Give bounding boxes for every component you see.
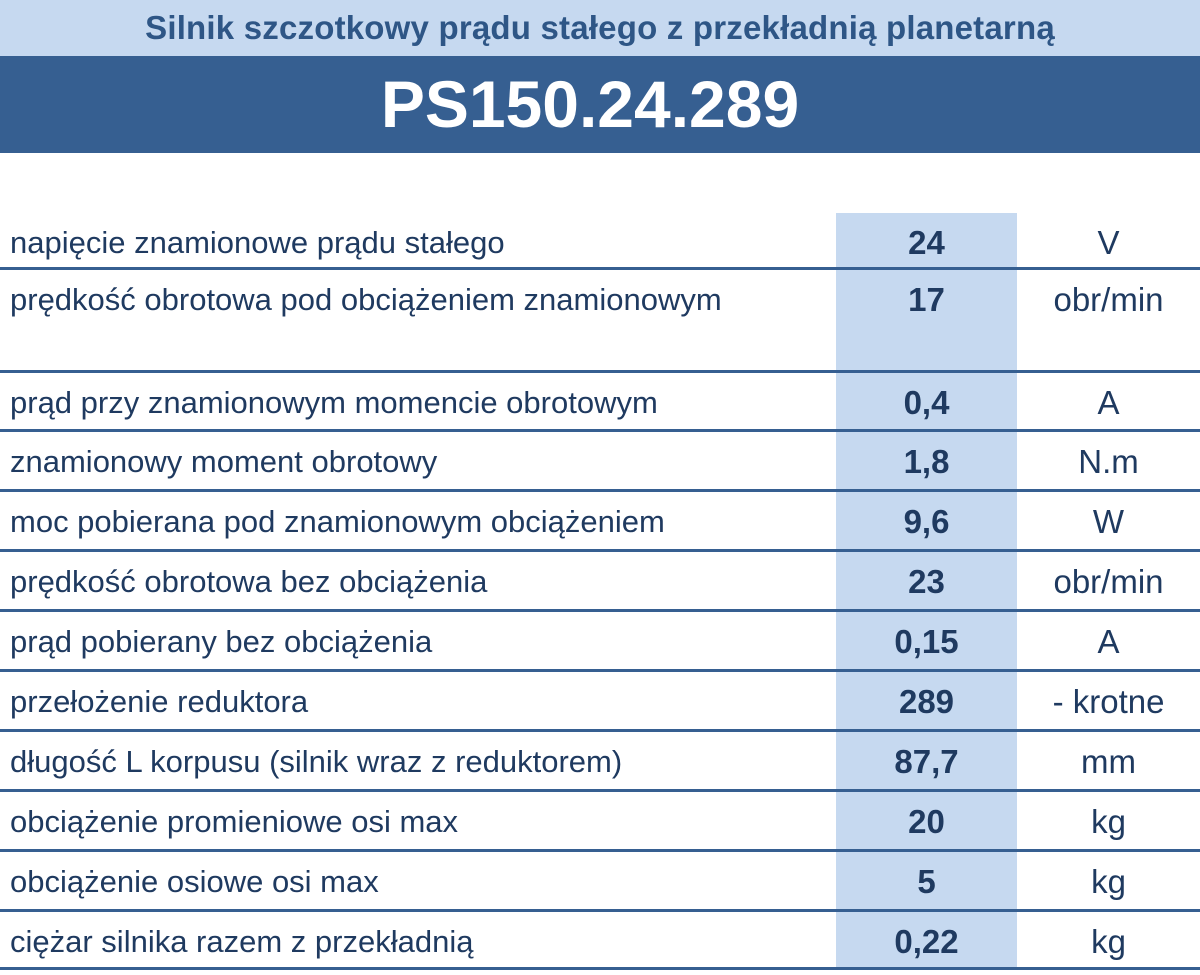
spec-value: 9,6 xyxy=(903,503,950,540)
spec-unit: V xyxy=(1097,224,1120,261)
table-row xyxy=(0,432,1200,492)
spec-unit: mm xyxy=(1081,743,1136,780)
product-subtitle: Silnik szczotkowy prądu stałego z przekładnią planetarną xyxy=(0,0,1200,56)
table-row xyxy=(0,492,1200,552)
spec-label: prąd pobierany bez obciążenia xyxy=(10,624,433,659)
spec-value: 20 xyxy=(908,803,945,840)
table-row xyxy=(0,672,1200,732)
spec-label: obciążenie osiowe osi max xyxy=(10,864,379,899)
spec-unit: obr/min xyxy=(1053,563,1164,600)
table-row xyxy=(0,612,1200,672)
spec-unit: W xyxy=(1092,503,1125,540)
table-row xyxy=(0,852,1200,912)
spec-label: prędkość obrotowa pod obciążeniem znamionowym xyxy=(10,282,722,317)
spec-value: 1,8 xyxy=(903,443,950,480)
table-row xyxy=(0,912,1200,970)
spec-unit: kg xyxy=(1091,863,1126,900)
spec-value: 5 xyxy=(917,863,936,900)
spec-label: ciężar silnika razem z przekładnią xyxy=(10,924,474,959)
spec-unit: obr/min xyxy=(1053,281,1164,318)
spec-value: 17 xyxy=(908,281,945,318)
spec-value: 0,15 xyxy=(894,623,959,660)
spec-unit: kg xyxy=(1091,923,1126,960)
spec-label: prędkość obrotowa bez obciążenia xyxy=(10,564,488,599)
spec-unit: N.m xyxy=(1078,443,1139,480)
spec-label: obciążenie promieniowe osi max xyxy=(10,804,459,839)
spec-value: 87,7 xyxy=(894,743,959,780)
spec-unit: - krotne xyxy=(1052,683,1165,720)
spec-label: długość L korpusu (silnik wraz z reduktorem) xyxy=(10,744,623,779)
table-row xyxy=(0,213,1200,270)
table-row xyxy=(0,792,1200,852)
spec-label: przełożenie reduktora xyxy=(10,684,309,719)
spec-unit: kg xyxy=(1091,803,1126,840)
spec-label: moc pobierana pod znamionowym obciążeniem xyxy=(10,504,665,539)
table-row xyxy=(0,373,1200,432)
spec-value: 289 xyxy=(898,683,955,720)
table-row xyxy=(0,270,1200,373)
spec-value: 0,22 xyxy=(894,923,959,960)
spec-unit: A xyxy=(1097,623,1120,660)
table-row xyxy=(0,552,1200,612)
spec-unit: A xyxy=(1097,384,1120,421)
spec-value: 24 xyxy=(908,224,945,261)
spec-value: 23 xyxy=(908,563,945,600)
spec-label: napięcie znamionowe prądu stałego xyxy=(10,225,505,260)
spec-label: znamionowy moment obrotowy xyxy=(10,444,438,479)
spec-value: 0,4 xyxy=(903,384,950,421)
model-number: PS150.24.289 xyxy=(0,56,1200,153)
table-row xyxy=(0,732,1200,792)
spec-label: prąd przy znamionowym momencie obrotowym xyxy=(10,385,658,420)
spec-table xyxy=(0,213,1200,970)
